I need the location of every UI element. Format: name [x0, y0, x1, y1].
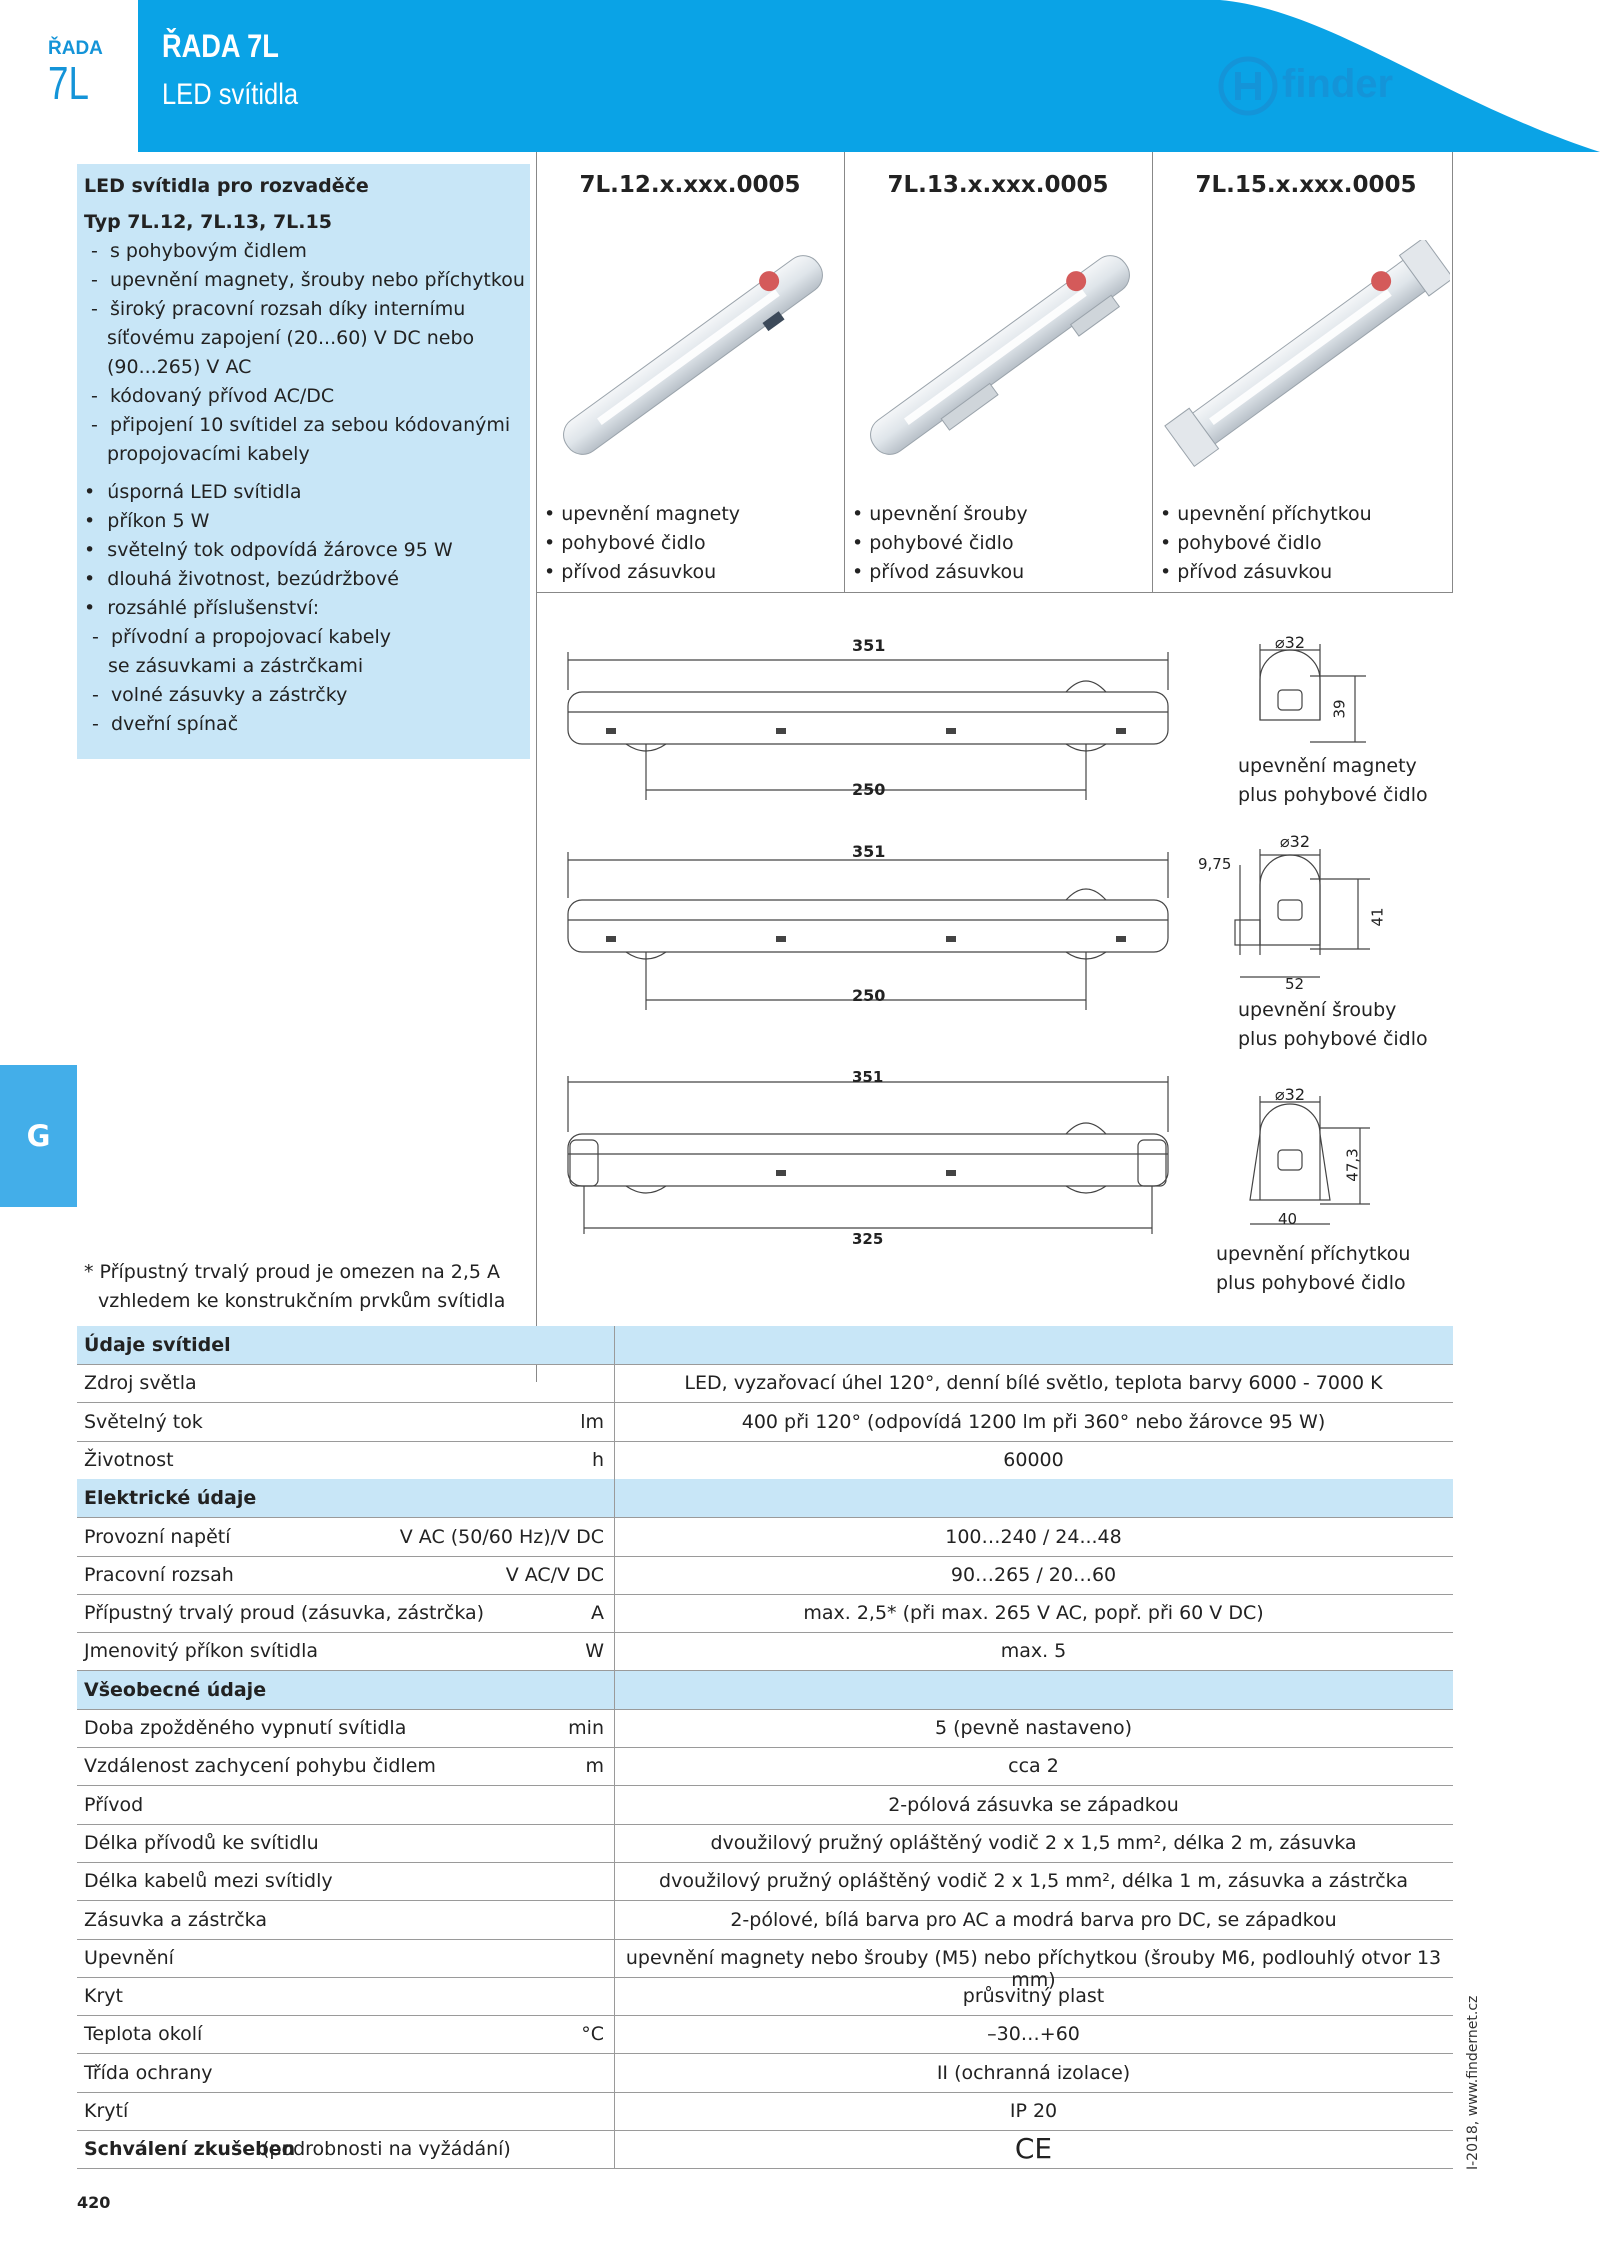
dimension-height: 39 [1330, 699, 1349, 719]
dimension-length: 351 [852, 636, 886, 655]
table-row-value: 90…265 / 20…60 [950, 1563, 1117, 1586]
list-item: • pohybové čidlo [852, 532, 1014, 554]
dimension-diameter: ⌀32 [1280, 832, 1310, 851]
table-row-unit: V AC/V DC [505, 1563, 604, 1586]
list-item: - dveřní spínač [92, 713, 239, 735]
ce-mark: CE [1014, 2132, 1053, 2166]
product-photo-clip [1160, 240, 1450, 470]
dimension-offset: 9,75 [1198, 855, 1232, 873]
table-row-value: 60000 [1003, 1448, 1064, 1471]
table-row [77, 1862, 1453, 1901]
table-row-value: IP 20 [1009, 2100, 1058, 2122]
table-row [77, 2015, 1453, 2054]
grid-divider [536, 592, 1453, 593]
intro-panel [77, 164, 530, 759]
table-row-label: Všeobecné údaje [84, 1678, 267, 1701]
table-row-label: Teplota okolí [84, 2023, 203, 2046]
list-item: - přívodní a propojovací kabely [92, 626, 391, 648]
product-code: 7L.15.x.xxx.0005 [1195, 172, 1417, 198]
dimension-width: 40 [1278, 1210, 1298, 1228]
table-row-value: 400 při 120° (odpovídá 1200 lm při 360° nebo žárovce 95 W) [741, 1410, 1326, 1433]
table-row-value: 5 (pevně nastaveno) [935, 1717, 1132, 1739]
product-code: 7L.13.x.xxx.0005 [887, 172, 1109, 198]
list-item: se zásuvkami a zástrčkami [108, 655, 364, 677]
list-item: • dlouhá životnost, bezúdržbové [84, 568, 399, 590]
list-item: propojovacími kabely [107, 443, 310, 465]
table-section-header [77, 1479, 1453, 1518]
intro-types: Typ 7L.12, 7L.13, 7L.15 [84, 211, 332, 233]
list-item: • rozsáhlé příslušenství: [84, 597, 320, 619]
table-row-value: 100…240 / 24...48 [945, 1525, 1122, 1548]
list-item: • upevnění šrouby [852, 503, 1028, 525]
table-section-header [77, 1326, 1453, 1365]
product-code: 7L.12.x.xxx.0005 [579, 172, 801, 198]
table-row-value: 2-pólová zásuvka se západkou [888, 1793, 1179, 1816]
grid-divider [1452, 152, 1453, 592]
table-row-unit: h [591, 1448, 604, 1471]
column-divider [614, 1479, 615, 1517]
table-row-value: max. 2,5* (při max. 265 V AC, popř. při 60 V DC) [803, 1602, 1264, 1625]
table-row-label: Doba zpožděného vypnutí svítidla [84, 1717, 407, 1739]
table-row-unit: lm [580, 1410, 604, 1433]
table-row-label: Zdroj světla [84, 1372, 197, 1395]
section-tab: G [0, 1065, 77, 1207]
publication-note: I-2018, www.findernet.cz [1465, 1995, 1481, 2170]
table-row-label: Kryt [84, 1985, 123, 2008]
list-item: • přívod zásuvkou [852, 561, 1025, 583]
dimension-width: 52 [1285, 975, 1305, 993]
dimension-height: 47,3 [1343, 1148, 1362, 1182]
table-row-unit: m [585, 1755, 604, 1778]
table-row-value: LED, vyzařovací úhel 120°, denní bílé světlo, teplota barvy 6000 - 7000 K [684, 1372, 1383, 1395]
table-row-label: Třída ochrany [84, 2061, 213, 2084]
grid-divider [1152, 152, 1153, 592]
table-row [77, 1747, 1453, 1786]
table-row-label: Jmenovitý příkon svítidla [84, 1640, 319, 1663]
series-label: ŘADA [48, 38, 103, 59]
table-row-unit: A [591, 1602, 604, 1625]
list-item: • přívod zásuvkou [1160, 561, 1333, 583]
list-item: • upevnění magnety [544, 503, 741, 525]
table-row [77, 1632, 1453, 1671]
table-row-label: Krytí [84, 2100, 129, 2122]
table-row-label: Schválení zkušeben [84, 2138, 296, 2161]
product-features [1160, 500, 1372, 587]
table-row [77, 1556, 1453, 1595]
list-item: - volné zásuvky a zástrčky [92, 684, 348, 706]
table-row-unit: V AC (50/60 Hz)/V DC [399, 1525, 604, 1548]
product-photo-magnet [548, 240, 838, 470]
table-row-label: Údaje svítidel [84, 1334, 231, 1356]
list-item: - s pohybovým čidlem [91, 240, 307, 262]
list-item: • úsporná LED svítidla [84, 481, 302, 503]
table-row [77, 1518, 1453, 1557]
table-row [77, 1824, 1453, 1863]
table-row-value: průsvitný plast [962, 1985, 1105, 2008]
table-row-label: Délka kabelů mezi svítidly [84, 1870, 333, 1893]
grid-divider [536, 152, 537, 1382]
table-row [77, 1594, 1453, 1633]
list-item: - upevnění magnety, šrouby nebo příchytkou [91, 269, 525, 291]
list-item: - připojení 10 svítidel za sebou kódovanými [91, 414, 511, 436]
table-row-label: Přípustný trvalý proud (zásuvka, zástrčka) [84, 1602, 485, 1625]
list-item: • přívod zásuvkou [544, 561, 717, 583]
table-row-label: Životnost [84, 1448, 174, 1471]
grid-divider [844, 152, 845, 592]
dimension-length: 351 [852, 842, 886, 861]
table-row [77, 2092, 1453, 2131]
table-row-value: upevnění magnety nebo šrouby (M5) nebo příchytkou (šrouby M6, podlouhlý otvor 13 mm) [625, 1946, 1442, 1991]
table-row-value: dvoužilový pružný opláštěný vodič 2 x 1,5 mm², délka 1 m, zásuvka a zástrčka [659, 1870, 1408, 1893]
product-features [544, 500, 740, 587]
table-row-label: Přívod [84, 1793, 144, 1816]
list-item: • světelný tok odpovídá žárovce 95 W [84, 539, 453, 561]
dimension-length: 351 [852, 1068, 884, 1086]
drawing-caption: upevnění magnety plus pohybové čidlo [1238, 755, 1428, 806]
table-row-label: Délka přívodů ke svítidlu [84, 1831, 319, 1854]
footnote: * Přípustný trvalý proud je omezen na 2,5 A vzhledem ke konstrukčním prvkům svítidla [84, 1261, 506, 1312]
table-row-label: Zásuvka a zástrčka [84, 1908, 267, 1931]
intro-dash-list [91, 237, 525, 469]
table-row-label: Upevnění [84, 1946, 174, 1969]
table-row-value: –30…+60 [987, 2023, 1080, 2046]
column-divider [614, 1326, 615, 1364]
list-item: • pohybové čidlo [544, 532, 706, 554]
list-item: • příkon 5 W [84, 510, 210, 532]
drawing-caption: upevnění příchytkou plus pohybové čidlo [1216, 1243, 1411, 1294]
table-row [77, 2130, 1453, 2169]
table-row-label: Elektrické údaje [84, 1487, 257, 1510]
finder-logo-icon [1218, 56, 1278, 116]
table-row-value: cca 2 [1008, 1755, 1059, 1778]
drawing-caption: upevnění šrouby plus pohybové čidlo [1238, 999, 1428, 1050]
table-row-label-suffix: (podrobnosti na vyžádání) [262, 2138, 511, 2161]
table-row [77, 1939, 1453, 1991]
dimension-section-magnet [1230, 640, 1370, 760]
list-item: - kódovaný přívod AC/DC [91, 385, 335, 407]
table-row-label: Světelný tok [84, 1410, 203, 1433]
table-row [77, 1441, 1453, 1480]
product-features [852, 500, 1028, 587]
list-item: síťovému zapojení (20...60) V DC nebo [107, 327, 475, 349]
dimension-length: 250 [852, 780, 886, 799]
table-row-value: max. 5 [1000, 1640, 1067, 1663]
table-row [77, 1786, 1453, 1825]
dimension-length: 325 [852, 1230, 884, 1248]
table-row [77, 1977, 1453, 2016]
list-item: (90...265) V AC [107, 356, 252, 378]
table-row-unit: min [568, 1717, 604, 1739]
table-row-value: 2-pólové, bílá barva pro AC a modrá barva pro DC, se západkou [730, 1908, 1337, 1931]
table-row-value: II (ochranná izolace) [936, 2061, 1131, 2084]
series-number: 7L [48, 57, 89, 109]
list-item: • upevnění příchytkou [1160, 503, 1372, 525]
table-row-unit: °C [581, 2023, 604, 2046]
table-row-unit: W [585, 1640, 604, 1663]
product-photo-screw [855, 240, 1145, 470]
table-row-label: Vzdálenost zachycení pohybu čidlem [84, 1755, 436, 1778]
table-row [77, 1901, 1453, 1940]
list-item: • pohybové čidlo [1160, 532, 1322, 554]
page-title: ŘADA 7L [162, 28, 279, 64]
table-row [77, 1709, 1453, 1748]
dimension-drawing-clip [556, 1070, 1196, 1250]
table-row-label: Pracovní rozsah [84, 1563, 234, 1586]
intro-heading: LED svítidla pro rozvaděče [84, 175, 369, 197]
finder-logo [1218, 56, 1458, 116]
dimension-diameter: ⌀32 [1275, 633, 1305, 652]
list-item: - široký pracovní rozsah díky internímu [91, 298, 466, 320]
dimension-length: 250 [852, 986, 886, 1005]
column-divider [614, 1671, 615, 1709]
page-subtitle: LED svítidla [162, 78, 299, 111]
finder-logo-text: finder [1282, 62, 1394, 106]
table-row-value: dvoužilový pružný opláštěný vodič 2 x 1,5 mm², délka 2 m, zásuvka [710, 1831, 1357, 1854]
table-row [77, 2054, 1453, 2093]
table-section-header [77, 1671, 1453, 1710]
table-row [77, 1403, 1453, 1442]
intro-bullet-list [84, 478, 453, 739]
table-row [77, 1364, 1453, 1403]
dimension-height: 41 [1368, 907, 1387, 927]
page-number: 420 [77, 2193, 111, 2212]
dimension-diameter: ⌀32 [1275, 1085, 1305, 1104]
table-row-label: Provozní napětí [84, 1525, 231, 1548]
